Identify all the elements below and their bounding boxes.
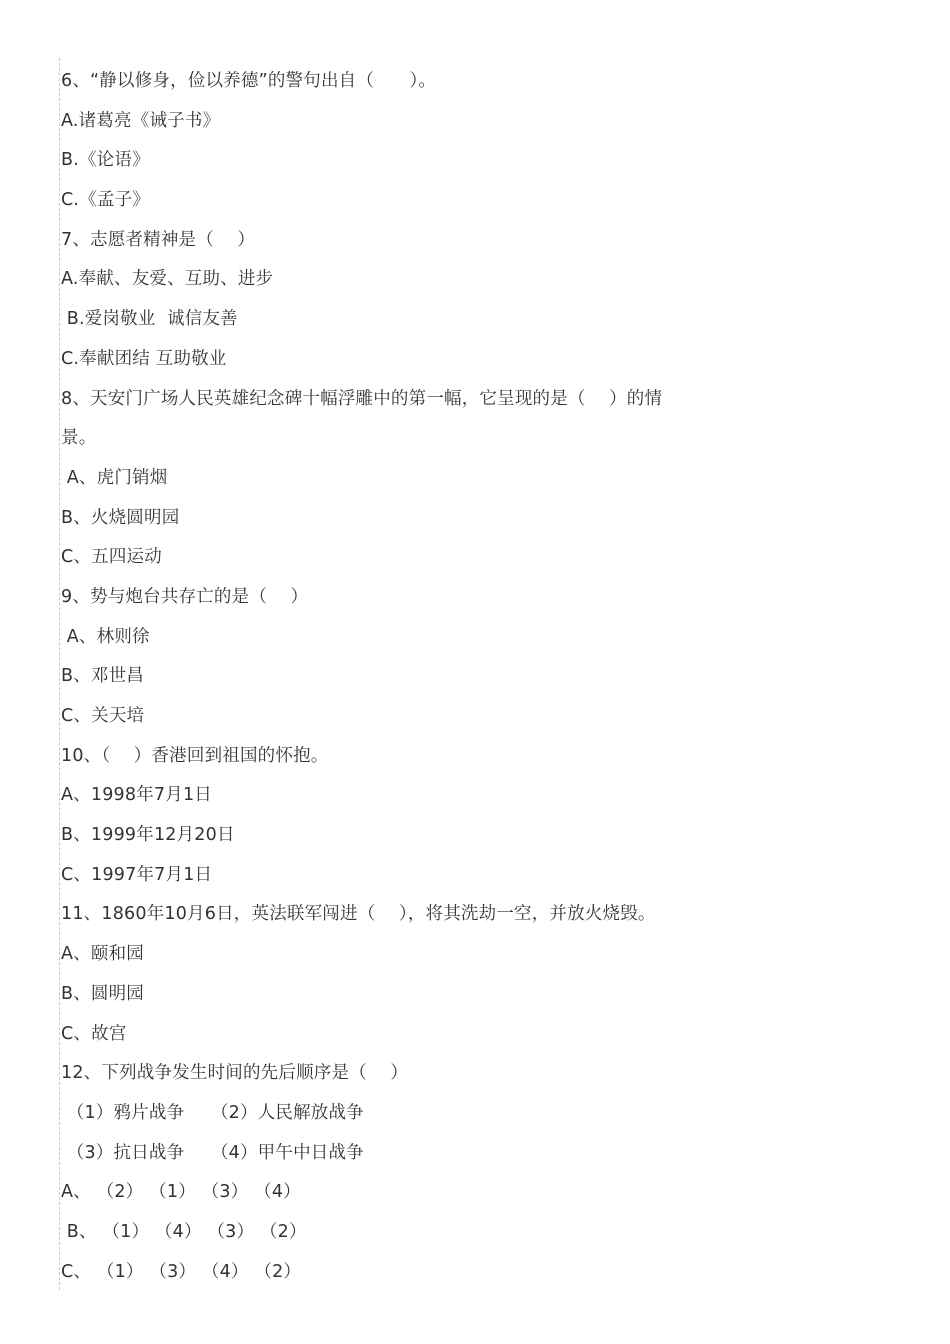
question-12-option-a: A、 （2） （1） （3） （4） xyxy=(61,1182,301,1203)
question-8-option-c: C、五四运动 xyxy=(61,547,162,568)
question-6-option-c: C.《孟子》 xyxy=(61,190,150,211)
left-margin-line xyxy=(59,58,60,1290)
question-11-option-b: B、圆明园 xyxy=(61,983,145,1004)
question-8-stem-continued: 景。 xyxy=(61,428,97,449)
question-9-option-c: C、关天培 xyxy=(61,706,145,726)
question-8-stem: 8、天安门广场人民英雄纪念碑十幅浮雕中的第一幅，它呈现的是（ ）的情 xyxy=(61,388,663,409)
question-7-option-a: A.奉献、友爱、互助、进步 xyxy=(61,269,274,290)
question-9-stem: 9、势与炮台共存亡的是（ ） xyxy=(61,586,309,607)
question-10-option-a: A、1998年7月1日 xyxy=(61,785,212,806)
question-7-option-c: C.奉献团结 互助敬业 xyxy=(61,348,227,369)
question-6-stem: 6、“静以修身，俭以养德”的警句出自（ ）。 xyxy=(61,71,437,91)
question-12-option-c: C、 （1） （3） （4） （2） xyxy=(61,1261,302,1282)
question-9-option-a: A、林则徐 xyxy=(61,626,150,647)
question-12-option-b: B、 （1） （4） （3） （2） xyxy=(61,1221,307,1242)
question-10-option-b: B、1999年12月20日 xyxy=(61,825,235,846)
question-11-stem: 11、1860年10月6日，英法联军闯进（ ），将其洗劫一空，并放火烧毁。 xyxy=(61,904,656,925)
question-list xyxy=(61,62,921,1292)
question-6-option-a: A.诸葛亮《诫子书》 xyxy=(61,110,221,131)
question-12-items-3-4: （3）抗日战争 （4）甲午中日战争 xyxy=(61,1142,364,1163)
question-7-stem: 7、志愿者精神是（ ） xyxy=(61,229,256,250)
question-10-option-c: C、1997年7月1日 xyxy=(61,864,213,885)
question-11-option-c: C、故宫 xyxy=(61,1023,127,1044)
question-11-option-a: A、颐和园 xyxy=(61,944,144,965)
question-12-stem: 12、下列战争发生时间的先后顺序是（ ） xyxy=(61,1063,409,1084)
question-12-items-1-2: （1）鸦片战争 （2）人民解放战争 xyxy=(61,1102,364,1123)
question-7-option-b: B.爱岗敬业 诚信友善 xyxy=(61,309,238,330)
question-6-option-b: B.《论语》 xyxy=(61,150,150,171)
question-8-option-b: B、火烧圆明园 xyxy=(61,507,180,528)
question-10-stem: 10、（ ）香港回到祖国的怀抱。 xyxy=(61,745,329,766)
question-8-option-a: A、虎门销烟 xyxy=(61,467,168,488)
question-9-option-b: B、邓世昌 xyxy=(61,666,145,687)
